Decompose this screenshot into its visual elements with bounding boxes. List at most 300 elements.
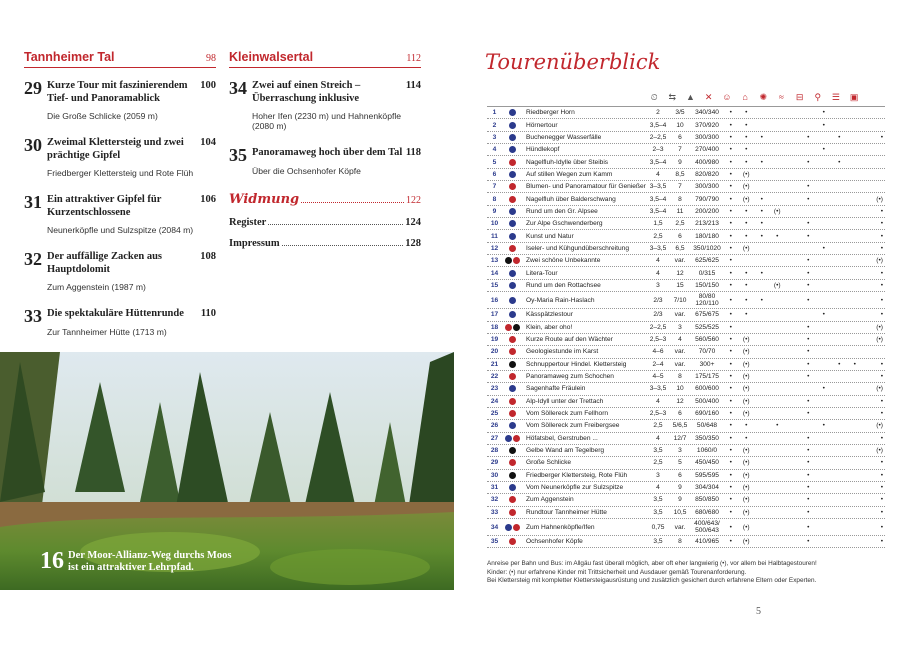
tour-mark: • — [729, 484, 732, 492]
tour-table — [487, 106, 885, 548]
dot-leader — [282, 245, 404, 246]
dot-leader — [301, 202, 404, 203]
tour-mark: • — [822, 311, 825, 319]
tour-mark: • — [729, 410, 732, 418]
tour-bus-mark: (•) — [876, 385, 883, 393]
tour-mark: • — [760, 207, 763, 215]
tour-mark: • — [729, 195, 732, 203]
tour-mark: • — [807, 523, 810, 531]
tour-marks — [723, 208, 863, 215]
tour-number: 22 — [490, 373, 499, 381]
tour-mark — [770, 245, 786, 252]
tour-mark: • — [776, 422, 779, 430]
tour-mark — [832, 324, 848, 331]
table-row[interactable] — [487, 156, 885, 168]
tour-mark: • — [745, 133, 748, 141]
tour-mark — [785, 183, 801, 190]
tour-time: 3,5–4 — [649, 195, 667, 203]
tour-mark — [816, 373, 832, 380]
toc-entry[interactable] — [229, 147, 421, 176]
tour-altitude: 680/680 — [695, 508, 719, 516]
tour-bus-mark: • — [880, 220, 883, 228]
entry-subtitle: Friedberger Klettersteig und Rote Flüh — [47, 168, 194, 178]
tour-mark: • — [745, 207, 748, 215]
tour-mark — [847, 348, 863, 355]
tour-name: Kässpätzlestour — [526, 311, 573, 319]
tour-number: 18 — [490, 323, 499, 331]
tour-time: 2,5 — [653, 459, 663, 467]
tour-marks — [723, 538, 863, 545]
tour-marks — [723, 447, 863, 454]
tour-altitude: 200/200 — [695, 207, 719, 215]
tour-mark — [770, 524, 786, 531]
tour-marks — [723, 171, 863, 178]
difficulty-dots — [502, 208, 524, 215]
tour-mark — [832, 208, 848, 215]
table-row[interactable] — [487, 181, 885, 193]
tour-number: 30 — [490, 471, 499, 479]
caption-line-1: Der Moor-Allianz-Weg durchs Moos — [68, 549, 232, 561]
tour-mark: • — [807, 183, 810, 191]
tour-mark — [847, 410, 863, 417]
tour-distance: 15 — [676, 281, 684, 289]
tour-marks — [723, 348, 863, 355]
tour-number: 5 — [492, 158, 497, 166]
tour-name: Iseler- und Kühgundüberschreitung — [526, 244, 630, 252]
tour-mark — [785, 524, 801, 531]
tour-altitude: 595/595 — [695, 471, 719, 479]
tour-mark — [801, 245, 817, 252]
entry-title-text: Der auffällige Zacken aus Hauptdolomit — [47, 251, 163, 275]
tour-number: 8 — [492, 195, 497, 203]
tour-mark: • — [838, 133, 841, 141]
tour-mark — [832, 538, 848, 545]
tour-number: 26 — [490, 422, 499, 430]
table-row[interactable] — [487, 280, 885, 292]
difficulty-dots — [502, 245, 524, 252]
tour-time: 3,5–4 — [649, 121, 667, 129]
tour-mark: • — [729, 311, 732, 319]
tour-time: 4 — [656, 269, 660, 277]
tour-mark: (•) — [742, 471, 750, 479]
tour-bus-mark: (•) — [876, 323, 883, 331]
tour-number: 21 — [490, 360, 499, 368]
tour-mark — [754, 336, 770, 343]
tour-distance: 9 — [678, 484, 682, 492]
tour-mark — [754, 447, 770, 454]
difficulty-dots — [502, 524, 524, 531]
tour-mark — [847, 146, 863, 153]
table-row[interactable] — [487, 383, 885, 395]
difficulty-dot-icon — [509, 122, 516, 129]
table-row[interactable] — [487, 255, 885, 267]
table-row[interactable] — [487, 536, 885, 548]
tour-marks — [723, 109, 863, 116]
tour-mark: (•) — [742, 195, 750, 203]
tour-marks — [723, 311, 863, 318]
entry-title-text: Kurze Tour mit faszinierendem Tief- und Panoramablick — [47, 80, 188, 104]
tour-mark — [816, 324, 832, 331]
register-page: 124 — [405, 216, 421, 228]
tour-mark: • — [729, 121, 732, 129]
tour-mark — [847, 385, 863, 392]
tour-mark — [770, 311, 786, 318]
tour-mark — [754, 484, 770, 491]
difficulty-dot-icon — [505, 257, 512, 264]
tour-distance: var. — [674, 311, 686, 319]
tour-mark: • — [729, 257, 732, 265]
tour-number: 17 — [490, 311, 499, 319]
tour-mark — [785, 348, 801, 355]
tour-mark — [847, 484, 863, 491]
tour-mark — [754, 171, 770, 178]
table-row[interactable] — [487, 218, 885, 230]
tour-mark — [847, 435, 863, 442]
difficulty-dots — [502, 361, 524, 368]
tour-name: Rund um den Rottachsee — [526, 281, 601, 289]
table-row[interactable] — [487, 144, 885, 156]
tour-marks — [723, 373, 863, 380]
tour-time: 3 — [656, 471, 660, 479]
tour-mark: • — [807, 348, 810, 356]
tour-mark — [847, 245, 863, 252]
table-row[interactable] — [487, 230, 885, 242]
toc-entry[interactable] — [24, 137, 216, 178]
entry-title — [47, 80, 216, 105]
table-row[interactable] — [487, 507, 885, 519]
table-row[interactable] — [487, 206, 885, 218]
tour-bus-mark: (•) — [876, 422, 883, 430]
tour-time: 2–4 — [652, 360, 664, 368]
tour-distance: 2,5 — [675, 220, 685, 228]
tour-number: 29 — [490, 459, 499, 467]
tour-number: 9 — [492, 207, 497, 215]
tour-marks — [723, 245, 863, 252]
tour-mark — [816, 484, 832, 491]
tour-name: Gelbe Wand am Tegelberg — [526, 447, 605, 455]
tour-marks — [723, 257, 863, 264]
page-number: 5 — [756, 606, 761, 617]
tour-mark — [785, 496, 801, 503]
table-row[interactable] — [487, 371, 885, 383]
table-row[interactable] — [487, 519, 885, 536]
tour-altitude: 150/150 — [695, 281, 719, 289]
difficulty-dots — [502, 109, 524, 116]
tour-mark — [847, 524, 863, 531]
tour-mark: • — [807, 471, 810, 479]
note-line: Anreise per Bahn und Bus: im Allgäu fast überall möglich, aber oft eher langwierig (•), vor allem bei Halbtagestouren! — [487, 560, 817, 567]
tour-name: Blumen- und Panoramatour für Genießer — [526, 183, 646, 191]
tour-mark — [816, 435, 832, 442]
table-row[interactable] — [487, 420, 885, 432]
table-row[interactable] — [487, 457, 885, 469]
tour-distance: 10 — [676, 121, 684, 129]
tour-mark — [832, 109, 848, 116]
tour-mark — [847, 183, 863, 190]
tour-mark — [770, 385, 786, 392]
toc-entry[interactable] — [24, 251, 216, 292]
tour-name: Rundtour Tannheimer Hütte — [526, 508, 607, 516]
table-row[interactable] — [487, 132, 885, 144]
table-row[interactable] — [487, 243, 885, 255]
toc-column-1 — [24, 50, 216, 353]
tour-name: Nagelfluh über Balderschwang — [526, 195, 616, 203]
entry-title — [47, 137, 216, 162]
tour-mark — [785, 538, 801, 545]
tour-name: Vom Neunerköpfle zur Sulzspitze — [526, 484, 624, 492]
tour-marks — [723, 122, 863, 129]
table-row[interactable] — [487, 359, 885, 371]
tour-mark: • — [807, 434, 810, 442]
tour-name: Zum Hahnenköpfle/Ifen — [526, 523, 595, 531]
tour-number: 11 — [491, 232, 498, 240]
tour-mark — [847, 159, 863, 166]
widmung-link[interactable] — [229, 192, 421, 207]
table-row[interactable] — [487, 292, 885, 309]
entry-page: 104 — [200, 137, 216, 148]
toc-entry[interactable] — [24, 80, 216, 121]
table-row[interactable] — [487, 346, 885, 358]
tour-name: Rund um den Gr. Alpsee — [526, 207, 598, 215]
tour-mark — [754, 385, 770, 392]
tour-bus-mark: • — [880, 244, 883, 252]
tour-number: 19 — [490, 336, 499, 344]
tour-mark — [816, 361, 832, 368]
tour-distance: 12 — [676, 269, 684, 277]
tour-name: Riedberger Horn — [526, 109, 575, 117]
tour-mark: • — [807, 281, 810, 289]
tour-mark — [754, 324, 770, 331]
tour-mark — [770, 134, 786, 141]
tour-bus-mark: • — [880, 360, 883, 368]
table-row[interactable] — [487, 396, 885, 408]
note-line: Bei Klettersteig mit kompletter Klettersteigausrüstung und zusätzlich gesichert durch erfahrene Eltern oder Experten. — [487, 577, 817, 584]
table-row[interactable] — [487, 169, 885, 181]
tour-mark: • — [822, 422, 825, 430]
tour-marks — [723, 509, 863, 516]
tour-time: 4 — [656, 484, 660, 492]
right-page — [455, 0, 910, 648]
tour-time: 3–3,5 — [649, 183, 667, 191]
tour-mark: • — [807, 296, 810, 304]
tour-mark — [785, 447, 801, 454]
toc-entry[interactable] — [229, 80, 421, 131]
tour-mark — [832, 183, 848, 190]
tour-mark — [847, 257, 863, 264]
tour-name: Zum Aggenstein — [526, 496, 574, 504]
tour-mark: • — [729, 232, 732, 240]
tour-mark — [801, 311, 817, 318]
entry-title — [252, 147, 421, 160]
tour-mark — [770, 171, 786, 178]
difficulty-dots — [502, 282, 524, 289]
tour-time: 2/3 — [653, 311, 663, 319]
tour-mark — [832, 410, 848, 417]
tour-mark — [847, 336, 863, 343]
tour-altitude: 675/675 — [695, 311, 719, 319]
entry-body — [47, 137, 216, 178]
difficulty-dot-icon — [509, 410, 516, 417]
difficulty-dots — [502, 297, 524, 304]
tour-mark — [754, 146, 770, 153]
tour-bus-mark: (•) — [876, 195, 883, 203]
entry-title-text: Zweimal Klettersteig und zwei prächtige Gipfel — [47, 137, 184, 161]
entry-subtitle: Über die Ochsenhofer Köpfe — [252, 165, 361, 176]
register-link[interactable] — [229, 217, 421, 228]
tour-mark — [816, 134, 832, 141]
tour-altitude: 370/920 — [695, 121, 719, 129]
tour-altitude: 400/980 — [695, 158, 719, 166]
tour-mark — [770, 538, 786, 545]
tour-mark — [847, 134, 863, 141]
tour-mark: • — [760, 158, 763, 166]
tour-mark — [801, 109, 817, 116]
entry-title-text: Zwei auf einen Streich – Überraschung inklusive — [252, 80, 361, 104]
difficulty-dot-icon — [509, 183, 516, 190]
tour-mark — [770, 109, 786, 116]
tour-mark — [832, 373, 848, 380]
tour-mark: • — [760, 269, 763, 277]
entry-number: 29 — [24, 78, 42, 98]
tour-mark — [785, 220, 801, 227]
tour-mark — [770, 257, 786, 264]
difficulty-dot-icon — [513, 324, 520, 331]
table-row[interactable] — [487, 119, 885, 131]
table-row[interactable] — [487, 482, 885, 494]
toc-entry[interactable] — [24, 194, 216, 235]
table-row[interactable] — [487, 309, 885, 321]
tour-mark — [785, 435, 801, 442]
table-row[interactable] — [487, 494, 885, 506]
tour-mark — [770, 472, 786, 479]
tour-mark — [754, 109, 770, 116]
table-row[interactable] — [487, 408, 885, 420]
tour-mark — [785, 257, 801, 264]
tour-altitude: 175/175 — [695, 373, 719, 381]
tour-mark — [801, 171, 817, 178]
table-row[interactable] — [487, 193, 885, 205]
tour-bus-mark: • — [880, 207, 883, 215]
tour-number: 25 — [490, 410, 499, 418]
tour-altitude: 500/400 — [695, 397, 719, 405]
tour-mark — [847, 459, 863, 466]
table-row[interactable] — [487, 334, 885, 346]
entry-subtitle: Hoher Ifen (2230 m) und Hahnenköpfle (2080 m) — [252, 111, 402, 131]
tour-mark — [785, 472, 801, 479]
tour-mark: • — [760, 232, 763, 240]
climbing-icon: ✕ — [704, 92, 713, 102]
tour-name: Geologiestunde im Karst — [526, 348, 599, 356]
difficulty-dots — [502, 484, 524, 491]
tour-distance: 8 — [678, 538, 682, 546]
tour-bus-mark: • — [880, 523, 883, 531]
tour-distance: var. — [674, 523, 686, 531]
clock-icon: ⏲ — [650, 92, 658, 102]
tour-mark — [832, 245, 848, 252]
tour-mark — [785, 398, 801, 405]
tour-mark — [785, 233, 801, 240]
tour-mark — [832, 398, 848, 405]
tour-mark — [816, 447, 832, 454]
table-row[interactable] — [487, 470, 885, 482]
impressum-link[interactable] — [229, 238, 421, 249]
table-row[interactable] — [487, 267, 885, 279]
tour-altitude: 340/340 — [695, 109, 719, 117]
entry-body — [47, 80, 216, 121]
toc-entry[interactable] — [24, 308, 216, 337]
tour-altitude: 1060/0 — [696, 447, 718, 455]
sun-icon: ✺ — [759, 92, 767, 102]
table-row[interactable] — [487, 445, 885, 457]
tour-mark: • — [807, 220, 810, 228]
section-header-tannheimer — [24, 50, 216, 68]
tour-distance: 12 — [676, 397, 684, 405]
tour-mark — [785, 245, 801, 252]
tour-mark — [832, 484, 848, 491]
entry-body — [252, 80, 421, 131]
table-row[interactable] — [487, 107, 885, 119]
section-title: Kleinwalsertal — [229, 50, 314, 64]
tour-marks — [723, 336, 863, 343]
table-row[interactable] — [487, 433, 885, 445]
entry-body — [47, 194, 216, 235]
gradient-icon: ☰ — [831, 92, 840, 102]
tour-mark — [770, 146, 786, 153]
tour-name: Ochsenhofer Köpfe — [526, 538, 583, 546]
entry-page: 108 — [200, 251, 216, 262]
tour-bus-mark: • — [880, 434, 883, 442]
tour-mark — [816, 171, 832, 178]
difficulty-dot-icon — [505, 524, 512, 531]
tour-mark: • — [822, 146, 825, 154]
tour-time: 3–3,5 — [649, 244, 667, 252]
difficulty-dots — [502, 146, 524, 153]
tour-name: Zwei schöne Unbekannte — [526, 257, 601, 265]
tour-mark — [754, 373, 770, 380]
tour-marks — [723, 524, 863, 531]
tour-mark — [785, 459, 801, 466]
tour-distance: 6 — [678, 410, 682, 418]
tour-mark — [847, 373, 863, 380]
tour-mark: • — [776, 232, 779, 240]
tour-mark — [785, 324, 801, 331]
tour-mark: • — [838, 360, 841, 368]
tour-mark — [816, 398, 832, 405]
tour-number: 34 — [490, 523, 499, 531]
difficulty-dots — [502, 336, 524, 343]
difficulty-dot-icon — [509, 282, 516, 289]
difficulty-dot-icon — [509, 398, 516, 405]
tour-altitude: 270/400 — [695, 146, 719, 154]
tour-mark — [754, 245, 770, 252]
tour-mark — [770, 484, 786, 491]
tour-mark — [785, 146, 801, 153]
tour-mark — [847, 311, 863, 318]
tour-marks — [723, 297, 863, 304]
table-row[interactable] — [487, 322, 885, 334]
tour-mark: • — [729, 296, 732, 304]
tour-time: 1,5 — [653, 220, 663, 228]
tour-mark: • — [729, 207, 732, 215]
tour-mark — [785, 361, 801, 368]
tour-marks — [723, 410, 863, 417]
tour-time: 2,5–3 — [649, 336, 667, 344]
tour-mark — [754, 472, 770, 479]
entry-number: 31 — [24, 192, 42, 212]
tour-mark — [832, 146, 848, 153]
tour-mark: • — [760, 296, 763, 304]
difficulty-dot-icon — [509, 373, 516, 380]
